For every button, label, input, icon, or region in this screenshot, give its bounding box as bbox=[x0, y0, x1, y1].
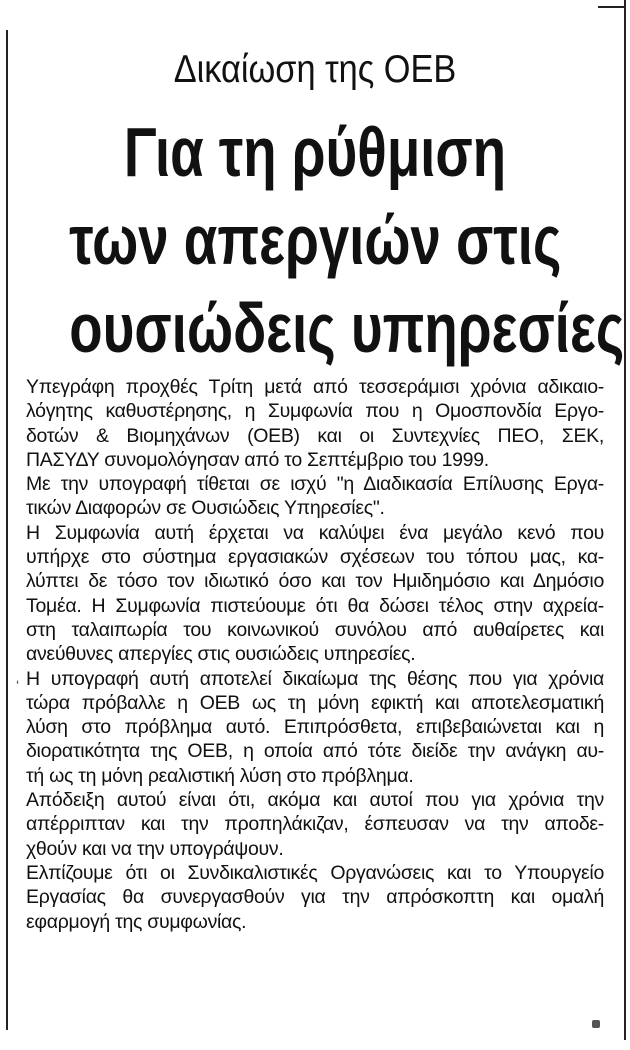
body-line: Τομέα. Η Συμφωνία πιστεύουμε ότι θα δώσει τέλος στην αχρεία- bbox=[26, 594, 604, 617]
body-line: ανεύθυνες απεργίες στις ουσιώδεις υπηρεσίες. bbox=[26, 643, 416, 666]
body-line: Η υπογραφή αυτή αποτελεί δικαίωμα της θέσης που για χρόνια bbox=[26, 667, 604, 690]
body-line: απέρριπταν και την προπηλάκιζαν, έσπευσαν να την αποδε- bbox=[26, 813, 604, 836]
body-line: υπήρχε στο σύστημα εργασιακών σχέσεων του τόπου μας, κα- bbox=[26, 546, 604, 569]
body-line: Απόδειξη αυτού είναι ότι, ακόμα και αυτοί που για χρόνια την bbox=[26, 789, 604, 812]
headline-line: ουσιώδεις υπηρεσίες bbox=[69, 289, 625, 367]
body-line: εφαρμογή της συμφωνίας. bbox=[26, 910, 247, 933]
body-line: χθούν και να την υπογράψουν. bbox=[26, 837, 284, 860]
body-line: τώρα πρόβαλλε η ΟΕΒ ως τη μόνη εφικτή και αποτελεσματική bbox=[26, 691, 604, 714]
headline-line: των απεργιών στις bbox=[69, 201, 562, 279]
body-line: λύπτει δε τόσο τον ιδιωτικό όσο και τον Ημιδημόσιο και Δημόσιο bbox=[26, 570, 604, 593]
body-line: τικών Διαφορών σε Ουσιώδεις Υπηρεσίες". bbox=[26, 497, 385, 520]
body-line: τή ως τη μόνη ρεαλιστική λύση στο πρόβλημα. bbox=[26, 764, 414, 787]
body-line: ΠΑΣΥΔΥ συνομολόγησαν από το Σεπτέμβριο του 1999. bbox=[26, 448, 489, 471]
margin-tick-mark: ‘ bbox=[16, 677, 20, 693]
headline-line: Για τη ρύθμιση bbox=[123, 113, 507, 191]
body-line: Εργασίας θα συνεργασθούν για την απρόσκοπτη και ομαλή bbox=[26, 886, 604, 909]
bottom-corner-mark bbox=[592, 1020, 600, 1028]
article-body bbox=[26, 375, 604, 934]
top-right-rule bbox=[598, 6, 626, 8]
body-line: λύση στο πρόβλημα αυτό. Επιπρόσθετα, επιβεβαιώνεται και η bbox=[26, 716, 604, 739]
body-line: Με την υπογραφή τίθεται σε ισχύ "η Διαδικασία Επίλυσης Εργα- bbox=[26, 473, 604, 496]
body-line: δοτών & Βιομηχάνων (ΟΕΒ) και οι Συντεχνίες ΠΕΟ, ΣΕΚ, bbox=[26, 424, 604, 447]
article-headline bbox=[0, 108, 630, 372]
body-line: Υπεγράφη προχθές Τρίτη μετά από τεσσεράμισι χρόνια αδικαιο- bbox=[26, 376, 604, 398]
body-line: Η Συμφωνία αυτή έρχεται να καλύψει ένα μεγάλο κενό που bbox=[26, 521, 604, 544]
body-line: Ελπίζουμε ότι οι Συνδικαλιστικές Οργανώσεις και το Υπουργείο bbox=[26, 861, 604, 884]
body-line: διορατικότητα της ΟΕΒ, η οποία από τότε διείδε την ανάγκη αυ- bbox=[26, 740, 604, 763]
body-line: λόγητης καθυστέρησης, η Συμφωνία που η Ομοσπονδία Εργο- bbox=[26, 400, 604, 423]
body-line: στη ταλαιπωρία του κοινωνικού συνόλου από αυθαίρετες και bbox=[26, 618, 604, 641]
article-kicker: Δικαίωση της ΟΕΒ bbox=[173, 48, 457, 91]
